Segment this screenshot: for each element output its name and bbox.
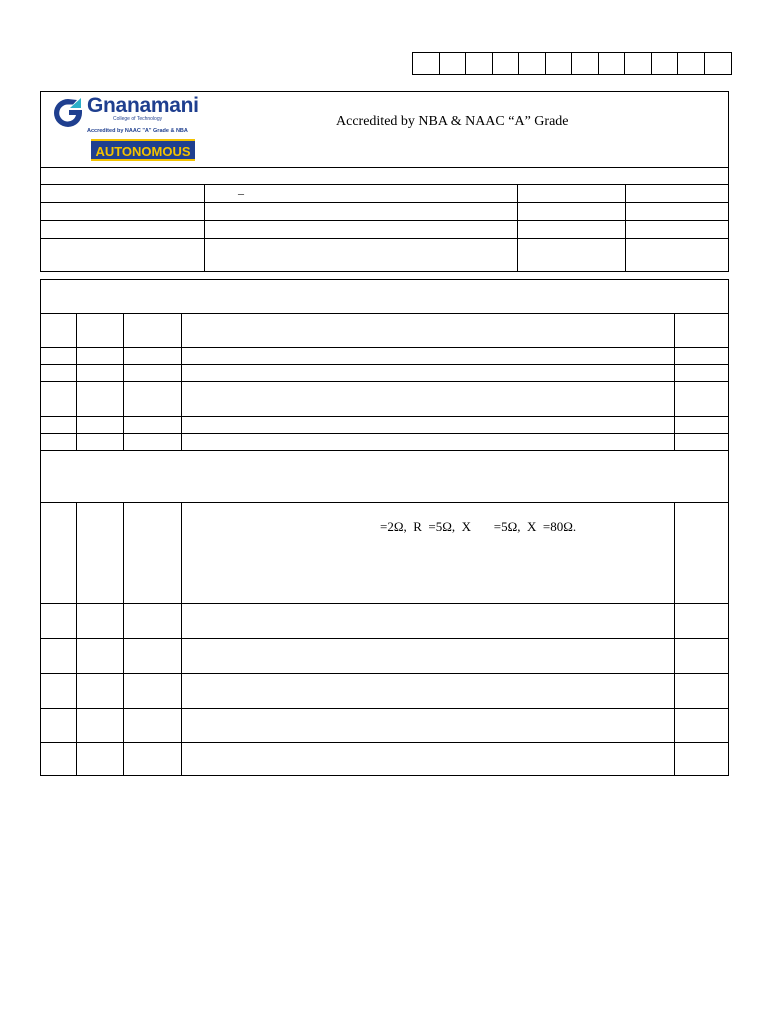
header-column-divider bbox=[204, 184, 205, 272]
table-row-divider bbox=[41, 416, 728, 417]
table-row-divider bbox=[41, 433, 728, 434]
question-table bbox=[40, 279, 729, 776]
question-formula: =2Ω, R =5Ω, X =5Ω, X =80Ω. bbox=[380, 519, 577, 534]
table-row-divider bbox=[41, 347, 728, 348]
register-number-box bbox=[625, 53, 652, 74]
table-column-divider bbox=[181, 313, 182, 450]
table-column-divider bbox=[123, 313, 124, 450]
college-logo bbox=[49, 94, 199, 166]
table-row-divider bbox=[41, 603, 728, 604]
table-row-divider bbox=[41, 638, 728, 639]
table-column-divider bbox=[674, 502, 675, 775]
table-row-divider bbox=[41, 381, 728, 382]
college-subtitle: College of Technology bbox=[113, 116, 163, 122]
table-column-divider bbox=[123, 502, 124, 775]
register-number-box bbox=[440, 53, 467, 74]
header-column-divider bbox=[517, 184, 518, 272]
college-name: Gnanamani bbox=[87, 94, 199, 117]
register-number-box bbox=[705, 53, 732, 74]
register-number-box bbox=[599, 53, 626, 74]
table-column-divider bbox=[674, 313, 675, 450]
header-divider bbox=[41, 167, 728, 168]
register-number-box bbox=[519, 53, 546, 74]
register-number-box bbox=[652, 53, 679, 74]
header-dash: – bbox=[238, 186, 244, 200]
college-g-logo-icon bbox=[51, 96, 85, 130]
table-column-divider bbox=[76, 313, 77, 450]
table-row-divider bbox=[41, 313, 728, 314]
register-number-box bbox=[466, 53, 493, 74]
table-row-divider bbox=[41, 673, 728, 674]
register-number-boxes bbox=[412, 52, 732, 75]
accreditation-text: Accredited by NBA & NAAC “A” Grade bbox=[336, 114, 569, 129]
table-row-divider bbox=[41, 364, 728, 365]
logo-accreditation-line: Accredited by NAAC "A" Grade & NBA bbox=[87, 128, 188, 134]
exam-header bbox=[40, 91, 729, 272]
register-number-box bbox=[546, 53, 573, 74]
table-row-divider bbox=[41, 450, 728, 451]
table-column-divider bbox=[181, 502, 182, 775]
table-row-divider bbox=[41, 708, 728, 709]
register-number-box bbox=[678, 53, 705, 74]
table-row-divider bbox=[41, 502, 728, 503]
header-column-divider bbox=[625, 184, 626, 272]
register-number-box bbox=[413, 53, 440, 74]
table-column-divider bbox=[76, 502, 77, 775]
table-row-divider bbox=[41, 742, 728, 743]
autonomous-banner: AUTONOMOUS bbox=[91, 139, 195, 161]
register-number-box bbox=[572, 53, 599, 74]
register-number-box bbox=[493, 53, 520, 74]
